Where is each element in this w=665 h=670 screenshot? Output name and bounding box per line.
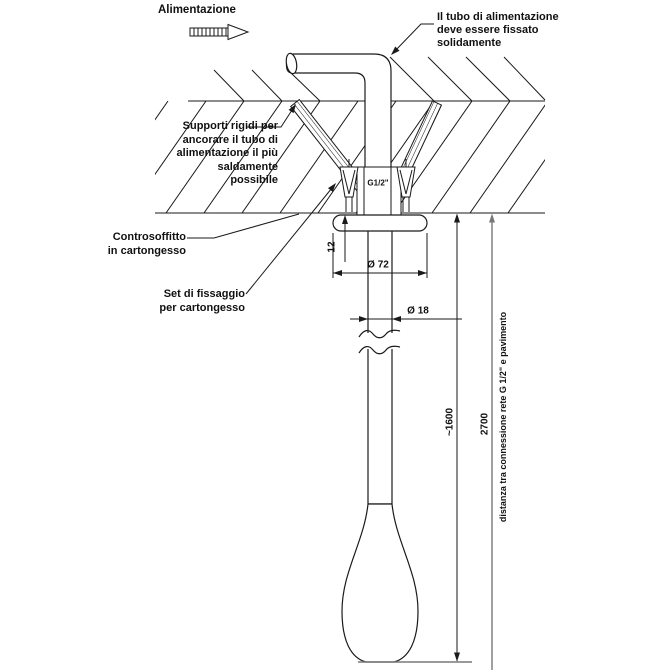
fixing-note bbox=[138, 288, 245, 315]
supports-note-line: ancorare il tubo di bbox=[182, 133, 278, 146]
fixing-note-line: per cartongesso bbox=[159, 301, 245, 314]
supply-note-line: deve essere fissato bbox=[437, 24, 539, 36]
fixing-note-line: Set di fissaggio bbox=[163, 288, 245, 300]
drop-pipe bbox=[359, 231, 400, 504]
supports-note-line: possibile bbox=[230, 174, 278, 186]
supply-title: Alimentazione bbox=[158, 4, 236, 16]
supports-note-line: Supporti rigidi per bbox=[182, 120, 278, 132]
head-height-label: ~1600 bbox=[444, 407, 456, 437]
supports-note bbox=[147, 120, 278, 188]
ceiling-note-line: in cartongesso bbox=[107, 244, 186, 257]
ceiling-note-line: Controsoffitto bbox=[112, 231, 186, 243]
pipe-break-lower bbox=[359, 346, 400, 354]
total-height-label: 2700 bbox=[479, 412, 491, 436]
supply-note bbox=[437, 11, 559, 50]
pipe-break-upper bbox=[359, 330, 400, 338]
supply-note-line: solidamente bbox=[437, 37, 502, 49]
thread-coupler bbox=[357, 167, 401, 215]
thread-size-label: G1/2" bbox=[367, 178, 389, 188]
shower-head bbox=[342, 504, 418, 662]
flange-thickness-label: 12 bbox=[326, 241, 338, 253]
supply-note-line: Il tubo di alimentazione bbox=[437, 11, 559, 23]
ceiling-note bbox=[98, 231, 186, 258]
anchor-left bbox=[340, 159, 358, 212]
total-height-note: distanza tra connessione rete G 1/2" e pavimento bbox=[498, 311, 508, 523]
flow-arrow-icon bbox=[190, 25, 248, 40]
pipe-diameter-label: Ø 18 bbox=[407, 305, 429, 317]
supports-note-line: saldamente bbox=[217, 160, 278, 173]
supports-note-line: alimentazione il più bbox=[176, 147, 278, 159]
flange-diameter-label: Ø 72 bbox=[367, 259, 389, 271]
